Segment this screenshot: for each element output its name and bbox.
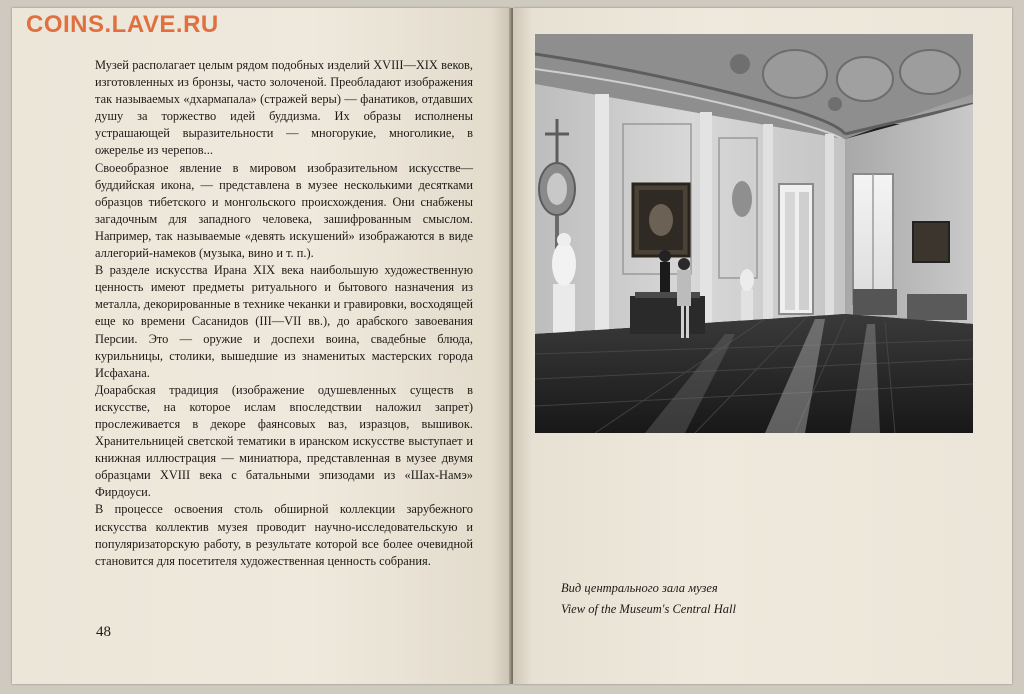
paragraph: В разделе искусства Ирана XIX века наибольшую художественную ценность имеют предметы ритуального и бытового назначения из металла, декорированные в технике чеканки и гравировки, восходящей еще ко времени Сасанидов (III—VII вв.), до арабского завоевания Персии. Это — оружие и доспехи воина, свадебные блюда, курильницы, столики, вышедшие из знаменитых мастерских города Исфахана. [95,263,473,380]
watermark: COINS.LAVE.RU [26,11,219,38]
paragraph: В процессе освоения столь обширной коллекции зарубежного искусства коллектив музея проводит научно-исследовательскую и популяризаторскую работу, в результате которой все более очевидной становится для посетителя художественная ценность собрания. [95,502,473,568]
page-number: 48 [96,624,111,640]
body-text [95,57,473,570]
caption-russian: Вид центрального зала музея [561,581,718,595]
paragraph: Музей располагает целым рядом подобных изделий XVIII—XIX веков, изготовленных из бронзы, часто золоченой. Преобладают изображения так называемых «дхармапала» (стражей веры) — фанатиков, отдавших душу за торжество идей буддизма. Их образы исполнены устрашающей выразительности — многорукие, многоликие, в ожерелье из черепов... [95,58,473,158]
caption-english: View of the Museum's Central Hall [561,602,736,616]
photo-caption [561,578,736,620]
paragraph: Доарабская традиция (изображение одушевленных существ в искусстве, на которое ислам впоследствии наложил запрет) прослеживается в декоре фаянсовых ваз, изразцов, вышивок. Хранительницей светской тематики в иранском искусстве выступает и книжная иллюстрация — миниатюра, представленная в музее двумя образцами XVIII века с батальными эпизодами из «Шах-Намэ» Фирдоуси. [95,382,473,500]
museum-hall-photo [535,34,973,433]
paragraph: Своеобразное явление в мировом изобразительном искусстве—буддийская икона, — представлена в музее несколькими десятками образцов тибетского и монгольского происхождения. Они снабжены загадочным для западного человека, зашифрованным смыслом. Например, так называемые «девять искушений» изображаются в виде аллегорий-намеков (музыка, вино и т. п.). [95,160,473,261]
